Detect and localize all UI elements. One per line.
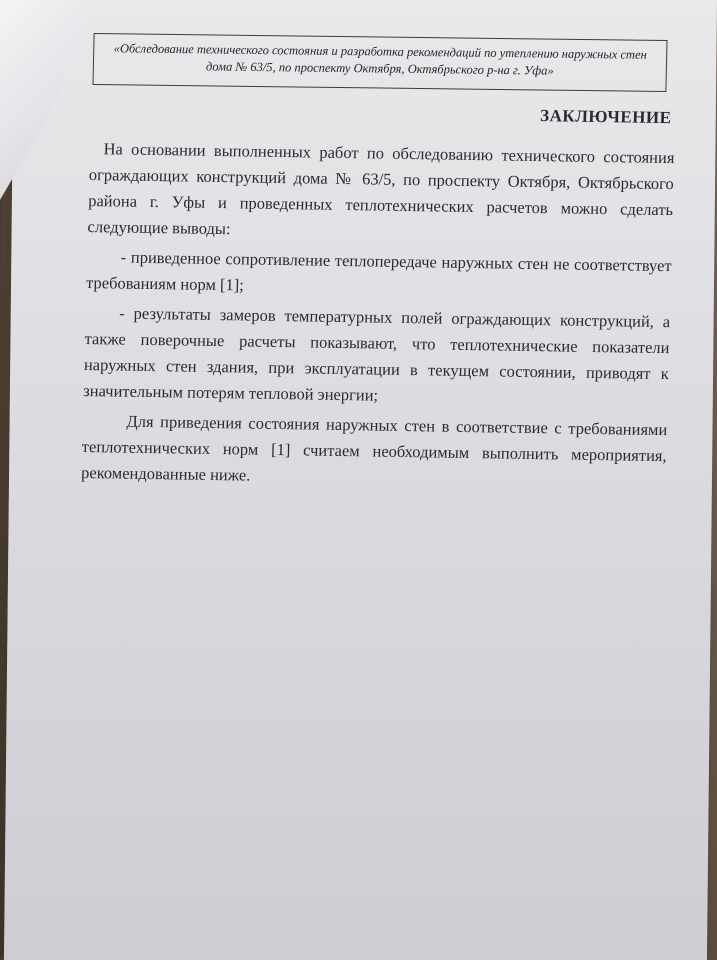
bullet-item-2: - результаты замеров температурных полей ограждающих конструкций, а также поверочные расчеты показывают, что теплотехнические показатели наружных стен здания, при эксплуатации в текущем состоянии, приводят к значительным потерям тепловой энергии;: [83, 303, 671, 405]
header-line-1: «Обследование технического состояния и разработка рекомендаций по утеплению наружных стен: [113, 41, 647, 62]
header-line-2: дома № 63/5, по проспекту Октября, Октябрьского р-на г. Уфа»: [205, 59, 554, 78]
document-body: [81, 96, 676, 495]
document-title: ЗАКЛЮЧЕНИЕ: [539, 106, 672, 128]
bullet-item-1: - приведенное сопротивление теплопередаче наружных стен не соответствует требованиям норм [1];: [85, 247, 672, 295]
document-page: [4, 0, 717, 960]
intro-paragraph: На основании выполненных работ по обследованию технического состояния ограждающих конструкций дома № 63/5, по проспекту Октября, Октябрьского района г. Уфы и проведенных теплотехнических расчетов можно сделать следующие выводы:: [87, 139, 675, 239]
header-text: [100, 40, 661, 81]
conclusion-paragraph: Для приведения состояния наружных стен в соответствие с требованиями теплотехнических норм [1] считаем необходимым выполнить мероприятия, рекомендованные ниже.: [80, 411, 668, 485]
header-frame: [92, 33, 667, 92]
